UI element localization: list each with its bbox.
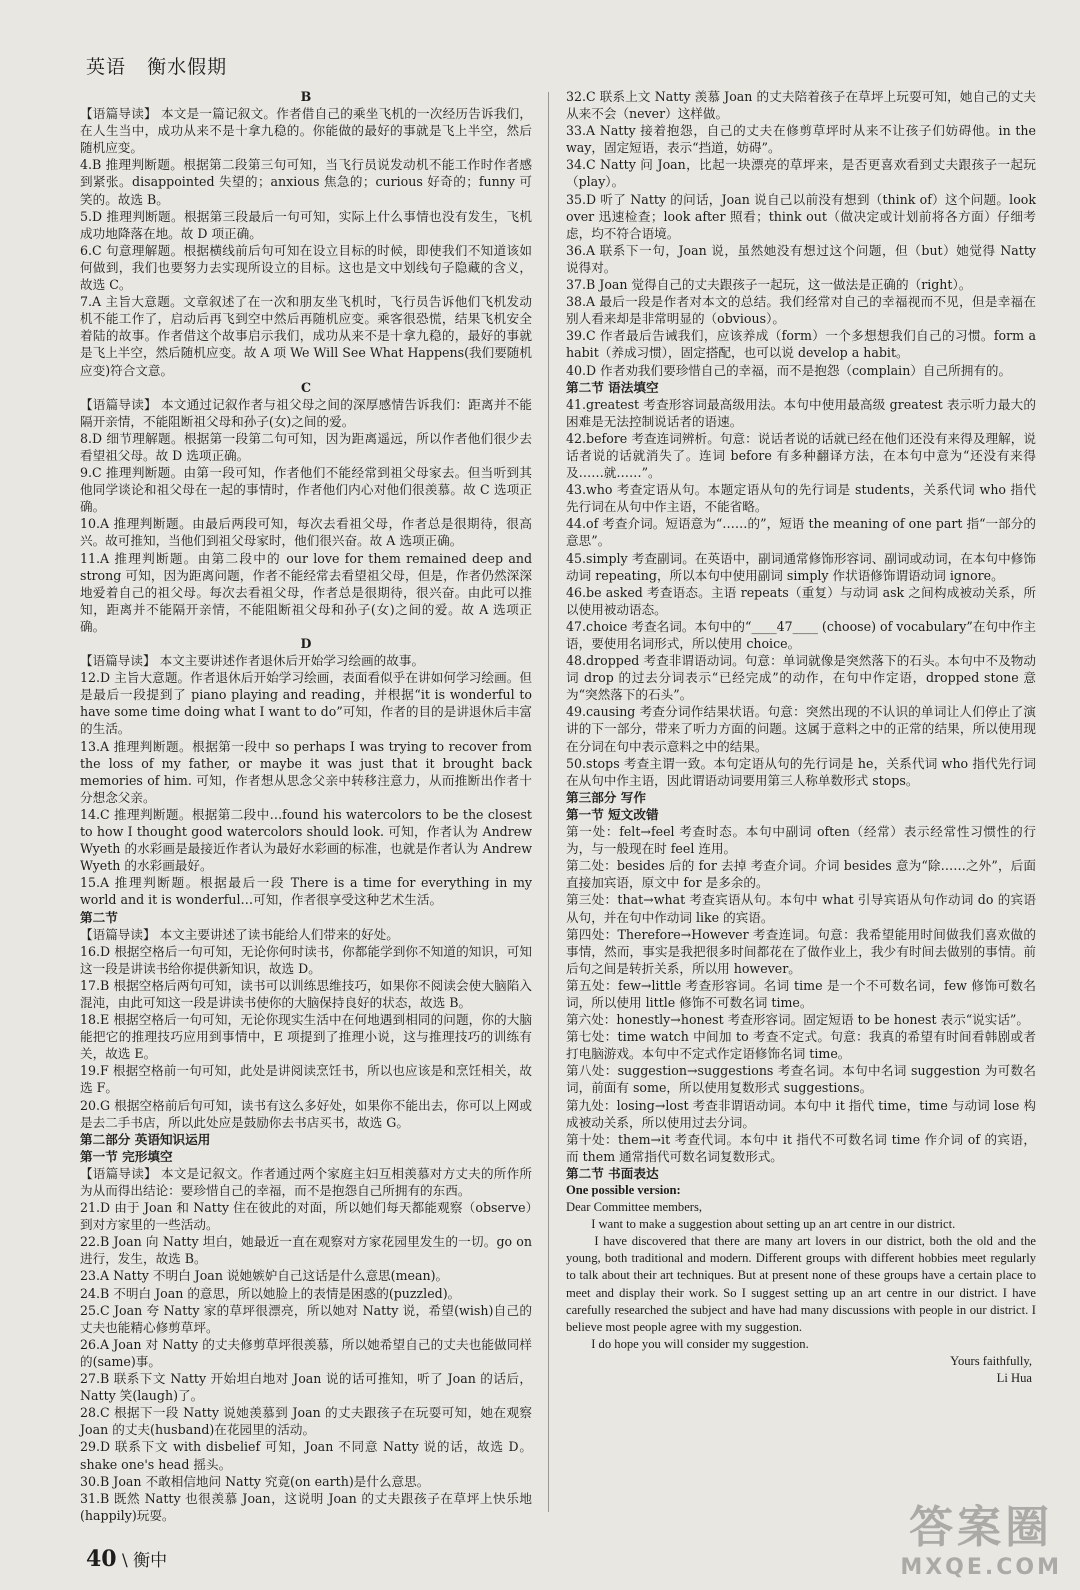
answer-paragraph: 33.A Natty 接着抱怨，自己的丈夫在修剪草坪时从来不让孩子们妨碍他。in the way，固定短语，表示“挡道，妨碍”。 <box>566 123 1036 156</box>
answer-paragraph: Dear Committee members, <box>566 1200 703 1215</box>
answer-paragraph: 6.C 句意理解题。根据横线前后句可知在设立目标的时候，即使我们不知道该如何做到，我们也要努力去实现所设立的目标。这也是文中划线句子隐藏的含义，故选 C。 <box>80 242 532 293</box>
answer-paragraph: 26.A Joan 对 Natty 的丈夫修剪草坪很羡慕，所以她希望自己的丈夫也能做同样的(same)事。 <box>80 1336 532 1369</box>
answer-paragraph: 44.of 考查介词。短语意为“……的”，短语 the meaning of one part 指“一部分的意思”。 <box>566 516 1036 549</box>
section-heading: 第二部分 英语知识运用 <box>80 1131 211 1147</box>
answer-paragraph: 20.G 根据空格前后句可知，读书有这么多好处，如果你不能出去，你可以上网或是去二手书店，所以此处应是鼓励你去书店买书，故选 G。 <box>80 1097 532 1130</box>
answer-paragraph: 第一处：felt→feel 考查时态。本句中副词 often（经常）表示经常性习惯性的行为，与一般现在时 feel 连用。 <box>566 824 1036 857</box>
right-column <box>566 88 1036 1387</box>
answer-paragraph: 23.A Natty 不明白 Joan 说她嫉妒自己这话是什么意思(mean)。 <box>80 1268 449 1284</box>
answer-paragraph: 14.C 推理判断题。根据第二段中…found his watercolors to be the closest to how I thought good watercolors should look. 可知，作者认为 Andrew Wyeth 的水彩画是最接近作者认为最好水彩画的标准，也就是作者认为 Andrew Wyeth 的水彩画最好。 <box>80 806 532 874</box>
answer-paragraph: 9.C 推理判断题。由第一段可知，作者他们不能经常到祖父母家去。但当听到其他同学谈论和祖父母在一起的事情时，作者他们内心对他们很羡慕。故 C 选项正确。 <box>80 465 532 515</box>
answer-paragraph: 46.be asked 考查语态。主语 repeats（重复）与动词 ask 之间构成被动关系，所以使用被动语态。 <box>566 584 1036 617</box>
section-heading: 第二节 <box>80 909 118 925</box>
footer-label: 衡中 <box>133 1551 168 1571</box>
answer-paragraph: 47.choice 考查名词。本句中的“____47____ (choose) of vocabulary”在句中作主语，要使用名词形式，所以使用 choice。 <box>566 618 1036 651</box>
answer-paragraph: 31.B 既然 Natty 也很羡慕 Joan，这说明 Joan 的丈夫跟孩子在草坪上快乐地(happily)玩耍。 <box>80 1490 532 1523</box>
answer-paragraph: 29.D 联系下文 with disbelief 可知，Joan 不同意 Natty 说的话，故选 D。shake one's head 摇头。 <box>80 1439 532 1472</box>
answer-paragraph: 41.greatest 考查形容词最高级用法。本句中使用最高级 greatest 表示听力最大的困难是无法控制说话者的语速。 <box>566 396 1036 429</box>
answer-paragraph: 38.A 最后一段是作者对本文的总结。我们经常对自己的幸福视而不见，但是幸福在别人看来却是非常明显的（obvious）。 <box>566 294 1036 327</box>
answer-paragraph: 第五处：few→little 考查形容词。名词 time 是一个不可数名词，few 修饰可数名词，所以使用 little 修饰不可数名词 time。 <box>566 977 1036 1010</box>
answer-paragraph: 37.B Joan 觉得自己的丈夫跟孩子一起玩，这一做法是正确的（right）。 <box>566 277 972 293</box>
answer-paragraph: 30.B Joan 不敢相信地问 Natty 究竟(on earth)是什么意思。 <box>80 1473 430 1489</box>
answer-paragraph: 25.C Joan 夸 Natty 家的草坪很漂亮，所以她对 Natty 说，希望(wish)自己的丈夫也能精心修剪草坪。 <box>80 1302 532 1335</box>
watermark-logo <box>900 1491 1062 1580</box>
series-label: 衡水假期 <box>147 56 228 78</box>
answer-paragraph: 49.causing 考查分词作结果状语。句意：突然出现的不认识的单词让人们停止了演讲的下一部分，带来了听力方面的问题。这属于意料之中的正常的结果，所以使用现在分词在句中表示意料之中的结果。 <box>566 704 1036 754</box>
answer-paragraph: 24.B 不明白 Joan 的意思，所以她脸上的表情是困惑的(puzzled)。 <box>80 1285 461 1301</box>
answer-paragraph: 5.D 推理判断题。根据第三段最后一句可知，实际上什么事情也没有发生，飞机成功地降落在地。故 D 项正确。 <box>80 208 532 241</box>
answer-paragraph: 第三处：that→what 考查宾语从句。本句中 what 引导宾语从句作动词 do 的宾语从句，并在句中作动词 like 的宾语。 <box>566 892 1036 925</box>
watermark-text: 答案圈 <box>909 1502 1054 1553</box>
section-heading: 第一节 完形填空 <box>80 1148 173 1164</box>
answer-paragraph: 21.D 由于 Joan 和 Natty 住在彼此的对面，所以她们每天都能观察（observe）到对方家里的一些活动。 <box>80 1200 532 1233</box>
answer-paragraph: 4.B 推理判断题。根据第二段第三句可知，当飞行员说发动机不能工作时作者感到紧张。disappointed 失望的；anxious 焦急的；curious 好奇的；funny 可笑的。故选 B。 <box>80 157 532 207</box>
answer-paragraph: 第七处：time watch 中间加 to 考查不定式。句意：我真的希望有时间看韩剧或者打电脑游戏。本句中不定式作定语修饰名词 time。 <box>566 1029 1036 1062</box>
answer-paragraph: 45.simply 考查副词。在英语中，副词通常修饰形容词、副词或动词，在本句中修饰动词 repeating，所以本句中使用副词 simply 作状语修饰谓语动词 ignore。 <box>566 550 1036 583</box>
answer-paragraph: 第九处：losing→lost 考查非谓语动词。本句中 it 指代 time，time 与动词 lose 构成被动关系，所以使用过去分词。 <box>566 1097 1036 1130</box>
answer-paragraph: 28.C 根据下一段 Natty 说她羡慕到 Joan 的丈夫跟孩子在玩耍可知，她在观察 Joan 的丈夫(husband)在花园里的活动。 <box>80 1405 532 1438</box>
answer-paragraph: 43.who 考查定语从句。本题定语从句的先行词是 students，关系代词 who 指代先行词在从句中作主语，不能省略。 <box>566 482 1036 515</box>
answer-paragraph: 8.D 细节理解题。根据第一段第二句可知，因为距离遥远，所以作者他们很少去看望祖父母。故 D 选项正确。 <box>80 430 532 463</box>
section-heading: 第一节 短文改错 <box>566 806 659 822</box>
answer-paragraph: 16.D 根据空格后一句可知，无论你何时读书，你都能学到你不知道的知识，可知这一段是讲读书给你提供新知识，故选 D。 <box>80 943 532 976</box>
section-heading: 第二节 书面表达 <box>566 1165 659 1181</box>
answer-paragraph: 48.dropped 考查非谓语动词。句意：单词就像是突然落下的石头。本句中不及物动词 drop 的过去分词表示“已经完成”的动作，在句中作定语，dropped stone 意为“突然落下的石头”。 <box>566 653 1036 703</box>
answer-paragraph: 19.F 根据空格前一句可知，此处是讲阅读烹饪书，所以也应该是和烹饪相关，故选 F。 <box>80 1063 532 1096</box>
answer-paragraph: 17.B 根据空格后两句可知，读书可以训练思维技巧，如果你不阅读会使大脑陷入混沌，由此可知这一段是讲读书使你的大脑保持良好的状态，故选 B。 <box>80 977 532 1010</box>
answer-paragraph: 第十处：them→it 考查代词。本句中 it 指代不可数名词 time 作介词 of 的宾语，而 them 通常指代可数名词复数形式。 <box>566 1131 1036 1164</box>
answer-paragraph: I do hope you will consider my suggestion. <box>566 1336 809 1351</box>
answer-paragraph: 12.D 主旨大意题。作者退休后开始学习绘画，表面看似乎在讲如何学习绘画。但是最后一段提到了 piano playing and reading，并根据“it is wonderful to have some time doing what I want to do”可知，作者的目的是讲退休后丰富的生活。 <box>80 670 532 737</box>
answer-paragraph: 11.A 推理判断题。由第二段中的 our love for them remained deep and strong 可知，因为距离问题，作者不能经常去看望祖父母，但是，作者仍然深深地爱着自己的祖父母。每次去看祖父母，作者总是很期待，很兴奋。由此可以推知，距离并不能隔开亲情，不能阻断祖父母和孙子(女)之间的爱。故 A 选项正确。 <box>80 550 532 634</box>
answer-paragraph: Li Hua <box>996 1371 1032 1386</box>
page-footer <box>86 1546 167 1572</box>
subject-label: 英语 <box>86 56 127 78</box>
page-header <box>86 52 241 79</box>
answer-paragraph: 第六处：honestly→honest 考查形容词。固定短语 to be honest 表示“说实话”。 <box>566 1012 1029 1028</box>
answer-paragraph: 【语篇导读】 本文是记叙文。作者通过两个家庭主妇互相羡慕对方丈夫的所作所为从而得出结论：要珍惜自己的幸福，而不是抱怨自己所拥有的东西。 <box>80 1165 532 1198</box>
answer-paragraph: 【语篇导读】 本文主要讲述了读书能给人们带来的好处。 <box>80 926 399 942</box>
answer-paragraph: 35.D 听了 Natty 的问话，Joan 说自己以前没有想到（think of）这个问题。look over 迅速检查；look after 照看；think out（做决定或计划前将各方面）仔细考虑，均不符合语境。 <box>566 191 1036 241</box>
answer-paragraph: 32.C 联系上文 Natty 羡慕 Joan 的丈夫陪着孩子在草坪上玩耍可知，她自己的丈夫从来不会（never）这样做。 <box>566 89 1036 122</box>
section-heading: One possible version: <box>566 1183 681 1197</box>
answer-paragraph: 42.before 考查连词辨析。句意：说话者说的话就已经在他们还没有来得及理解，说话者说的话就消失了。连词 before 有多种翻译方法，在本句中意为“还没有来得及……就……”。 <box>566 430 1036 481</box>
answer-paragraph: 【语篇导读】 本文通过记叙作者与祖父母之间的深厚感情告诉我们：距离并不能隔开亲情，不能阻断祖父母和孙子(女)之间的爱。 <box>80 396 532 429</box>
page-number: 40 <box>86 1546 117 1572</box>
answer-paragraph: 27.B 联系下文 Natty 开始坦白地对 Joan 说的话可推知，听了 Joan 的话后，Natty 笑(laugh)了。 <box>80 1371 532 1404</box>
section-heading: 第三部分 写作 <box>566 789 646 805</box>
answer-paragraph: 第八处：suggestion→suggestions 考查名词。本句中名词 suggestion 为可数名词，前面有 some，所以使用复数形式 suggestions。 <box>566 1063 1036 1096</box>
watermark-url: MXQE.COM <box>900 1555 1062 1580</box>
answer-paragraph: 【语篇导读】 本文是一篇记叙文。作者借自己的乘坐飞机的一次经历告诉我们，在人生当中，成功从来不是十拿九稳的。你能做的最好的事就是飞上半空，然后随机应变。 <box>80 106 532 156</box>
answer-paragraph: 36.A 联系下一句，Joan 说，虽然她没有想过这个问题，但（but）她觉得 Natty 说得对。 <box>566 242 1036 275</box>
answer-paragraph: 【语篇导读】 本文主要讲述作者退休后开始学习绘画的故事。 <box>80 653 425 669</box>
answer-paragraph: 10.A 推理判断题。由最后两段可知，每次去看祖父母，作者总是很期待，很高兴。故可推知，当他们到祖父母家时，他们很兴奋。故 A 选项正确。 <box>80 516 532 549</box>
answer-paragraph: 18.E 根据空格后一句可知，无论你现实生活中在何地遇到相同的问题，你的大脑能把它的推理技巧应用到事情中，E 项提到了推理小说，这与推理技巧的训练有关，故选 E。 <box>80 1012 532 1062</box>
column-divider <box>548 92 549 1512</box>
answer-paragraph: 50.stops 考查主谓一致。本句定语从句的先行词是 he，关系代词 who 指代先行词在从句中作主语，因此谓语动词要用第三人称单数形式 stops。 <box>566 755 1036 788</box>
passage-letter: C <box>300 379 312 395</box>
answer-paragraph: 13.A 推理判断题。根据第一段中 so perhaps I was trying to recover from the loss of my father, or maybe it was just that it brought back memories of him. 可知，作者想从思念父亲中转移注意力，从而推断出作者十分想念父亲。 <box>80 738 532 805</box>
answer-paragraph: 39.C 作者最后告诫我们，应该养成（form）一个多想想我们自己的习惯。form a habit（养成习惯），固定搭配，也可以说 develop a habit。 <box>566 328 1036 361</box>
passage-letter: B <box>300 89 312 104</box>
passage-letter: D <box>300 636 312 651</box>
answer-paragraph: 7.A 主旨大意题。文章叙述了在一次和朋友坐飞机时，飞行员告诉他们飞机发动机不能工作了，启动后再飞到空中然后再随机应变。乘客很恐慌，结果飞机安全着陆的故事。作者借这个故事启示我们，成功从来不是十拿九稳的，最好的事就是飞上半空，然后随机应变。故 A 项 We Will See What Happens(我们要随机应变)符合文意。 <box>80 294 532 378</box>
left-column <box>80 88 532 1524</box>
answer-paragraph: I have discovered that there are many art lovers in our district, both the old and the young, both traditional and modern. Different groups with different hobbies meet regularly to talk about their art techniques. But at present none of these groups have a certain place to meet and display their work. So I suggest setting up an art centre in our district. I have carefully researched the subject and have had many discussions with people in our district. I believe most people agree with my suggestion. <box>566 1234 1036 1334</box>
answer-paragraph: 第二处：besides 后的 for 去掉 考查介词。介词 besides 意为“除……之外”，后面直接加宾语，原文中 for 是多余的。 <box>566 858 1036 891</box>
section-heading: 第二节 语法填空 <box>566 379 659 395</box>
footer-separator: \ <box>122 1551 128 1571</box>
answer-paragraph: I want to make a suggestion about setting up an art centre in our district. <box>566 1217 956 1232</box>
answer-paragraph: 第四处：Therefore→However 考查连词。句意：我希望能用时间做我们喜欢做的事情，然而，事实是我把很多时间都花在了做作业上，我少有时间去做别的事情。前后句之间是转折关系，所以用 however。 <box>566 926 1036 976</box>
answer-paragraph: 22.B Joan 向 Natty 坦白，她最近一直在观察对方家花园里发生的一切。go on 进行，发生，故选 B。 <box>80 1234 532 1267</box>
answer-paragraph: 34.C Natty 问 Joan，比起一块漂亮的草坪来，是否更喜欢看到丈夫跟孩子一起玩（play）。 <box>566 157 1036 190</box>
answer-paragraph: 40.D 作者劝我们要珍惜自己的幸福，而不是抱怨（complain）自己所拥有的。 <box>566 362 1012 378</box>
answer-paragraph: Yours faithfully, <box>950 1353 1032 1368</box>
answer-paragraph: 15.A 推理判断题。根据最后一段 There is a time for everything in my world and it is wonderful…可知，作者很享受这种艺术生活。 <box>80 875 532 908</box>
